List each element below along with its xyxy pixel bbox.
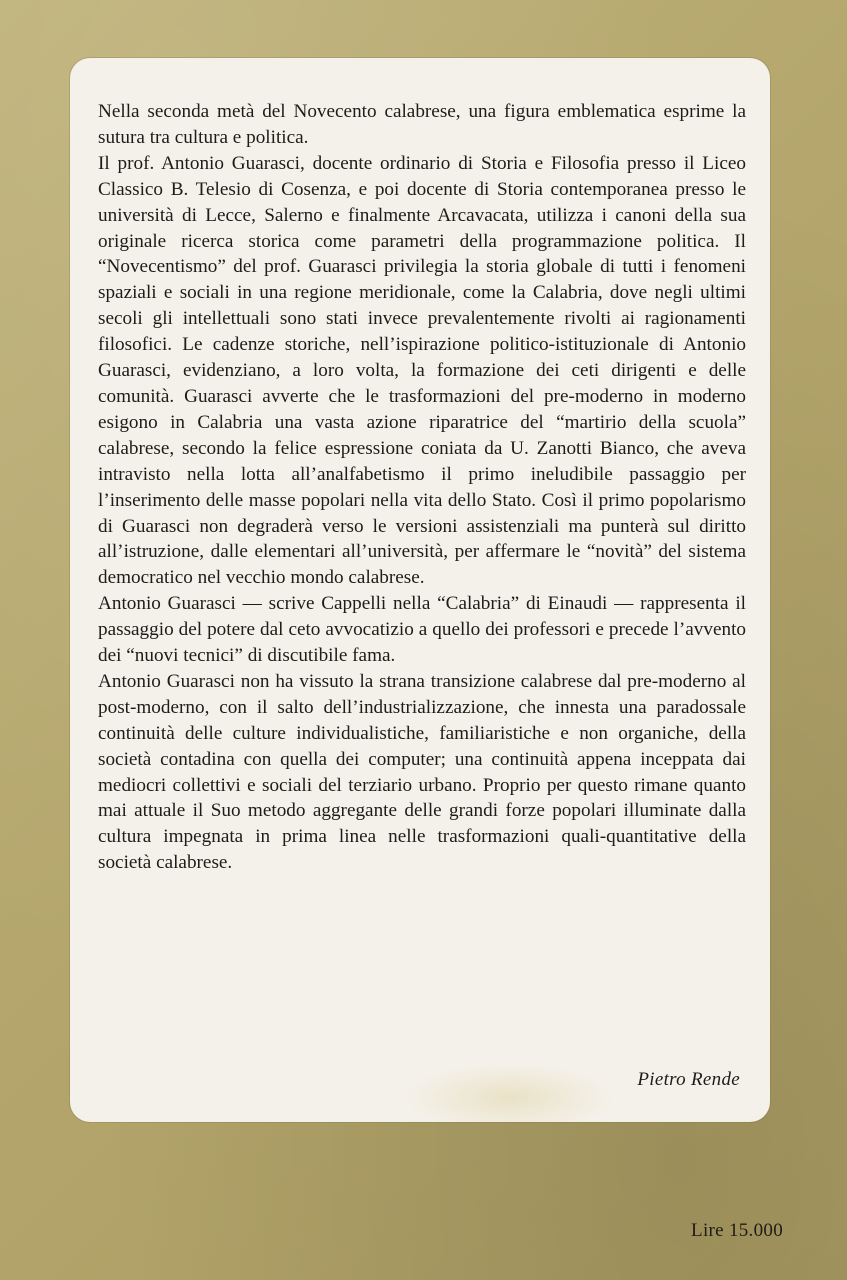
blurb-paragraph-intro: Nella seconda metà del Novecento calabrese, una figura emblematica esprime la sutura tra cultura e politica. (98, 101, 746, 148)
author-signature: Pietro Rende (637, 1069, 740, 1090)
blurb-paragraph-main: Il prof. Antonio Guarasci, docente ordinario di Storia e Filosofia presso il Liceo Classico B. Telesio di Cosenza, e poi docente di Storia contemporanea presso le università di Lecce, Salerno e finalmente Arcavacata, utilizza i canoni della sua originale ricerca storica come parametri della programmazione politica. Il “Novecentismo” del prof. Guarasci privilegia la storia globale di tutti i fenomeni spaziali e sociali in una regione meridionale, come la Calabria, dove negli ultimi secoli gli intellettuali sono stati invece prevalentemente rivolti ai ragionamenti filosofici. Le cadenze storiche, nell’ispirazione politico-istituzionale di Antonio Guarasci, evidenziano, a loro volta, la formazione dei ceti dirigenti e delle comunità. Guarasci avverte che le trasformazioni del pre-moderno in moderno esigono in Calabria una vasta azione riparatrice del “martirio della scuola” calabrese, secondo la felice espressione coniata da U. Zanotti Bianco, che aveva intravisto nella lotta all’analfabetismo il primo ineludibile passaggio per l’inserimento delle masse popolari nella vita dello Stato. Così il primo popolarismo di Guarasci non degraderà verso le versioni assistenziali ma punterà sul diritto all’istruzione, dalle elementari all’università, per affermare le “novità” del sistema democratico nel vecchio mondo calabrese. (98, 152, 746, 589)
blurb-text (98, 99, 746, 876)
blurb-paragraph-cappelli-quote: Antonio Guarasci — scrive Cappelli nella “Calabria” di Einaudi — rappresenta il passaggio del potere dal ceto avvocatizio a quello dei professori e precede l’avvento dei “nuovi tecnici” di discutibile fama. (98, 593, 746, 667)
price-label: Lire 15.000 (691, 1220, 783, 1241)
paper-stain (405, 1063, 615, 1122)
text-panel (70, 58, 770, 1122)
blurb-paragraph-conclusion: Antonio Guarasci non ha vissuto la strana transizione calabrese dal pre-moderno al post-moderno, con il salto dell’industrializzazione, che innesta una paradossale continuità delle culture individualistiche, familiaristiche e non organiche, della società contadina con quella dei computer; una continuità appena inceppata dai mediocri collettivi e sociali del terziario urbano. Proprio per questo rimane quanto mai attuale il Suo metodo aggregante delle grandi forze popolari illuminate dalla cultura impegnata in prima linea nelle trasformazioni quali-quantitative della società calabrese. (98, 670, 746, 874)
